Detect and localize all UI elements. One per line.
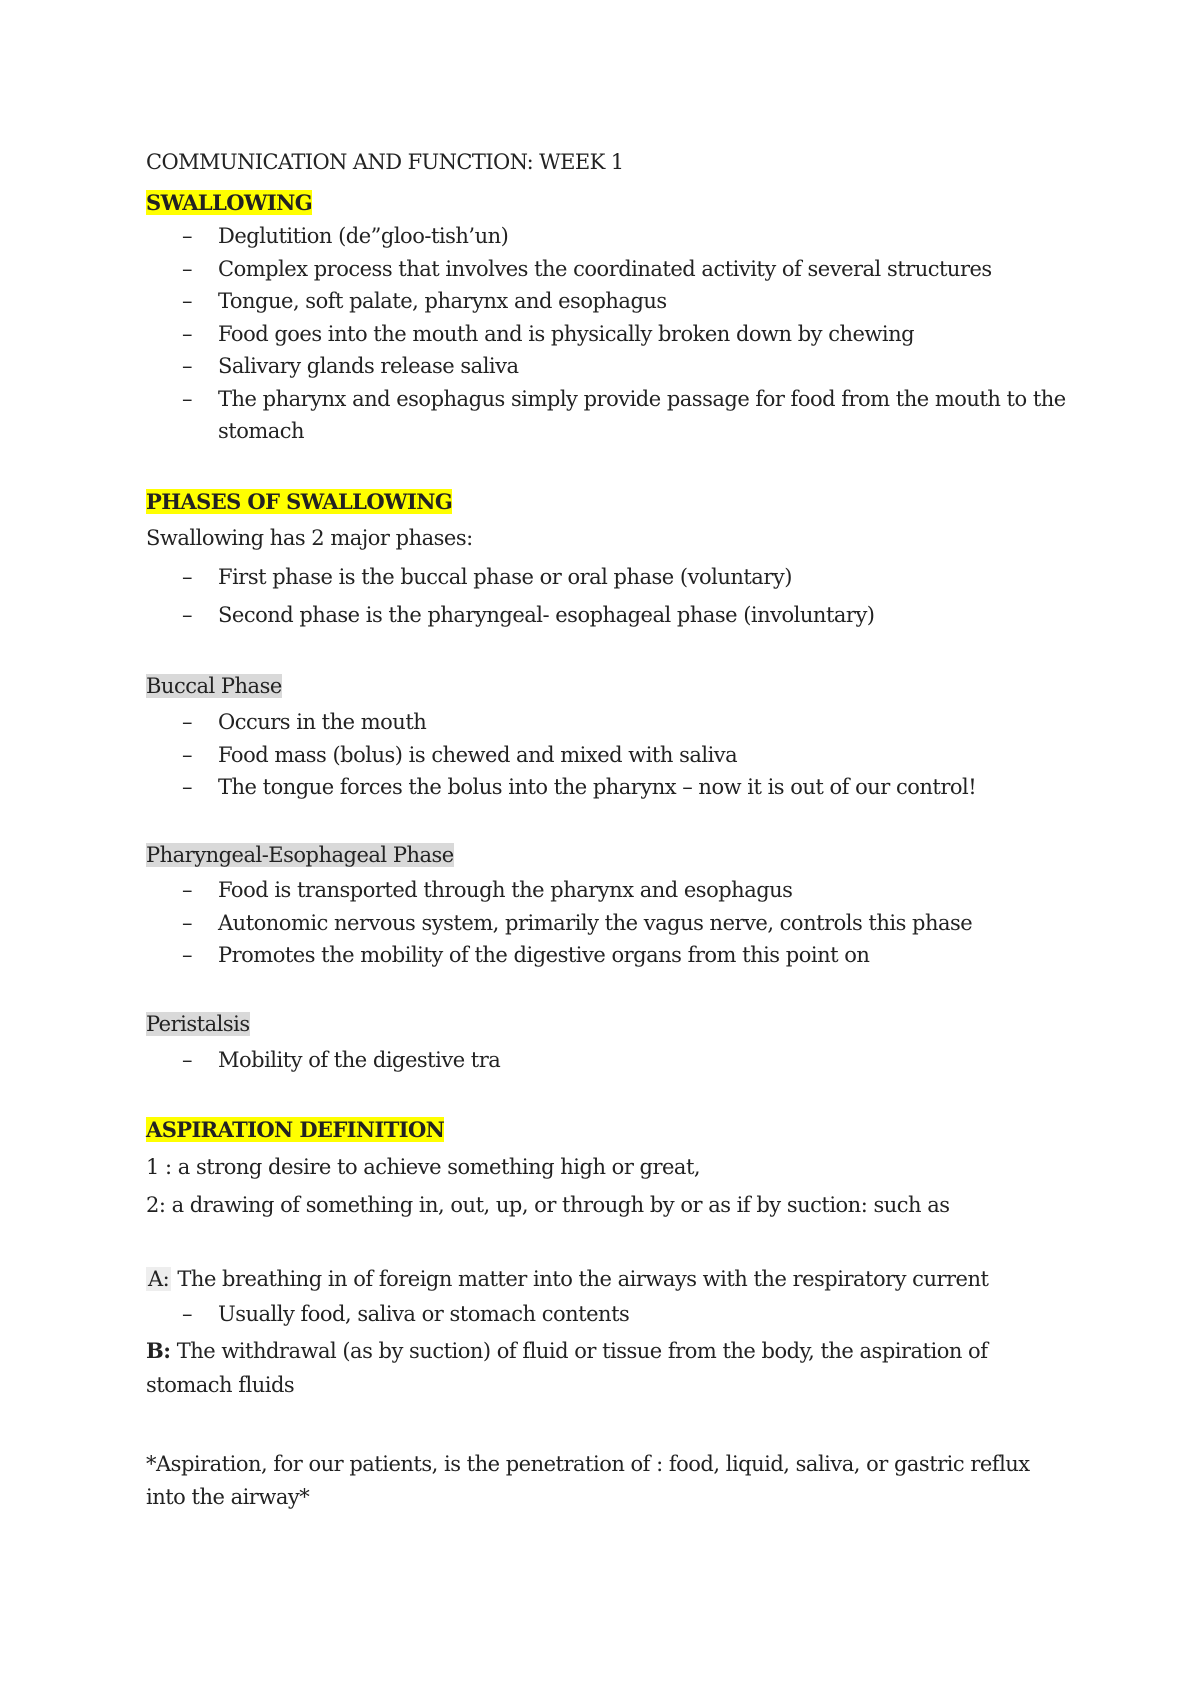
list-item: – Autonomic nervous system, primarily the vagus nerve, controls this phase	[182, 907, 972, 940]
phases-heading	[146, 489, 452, 515]
aspiration-definition-2: 2: a drawing of something in, out, up, or through by or as if by suction: such as	[146, 1193, 950, 1217]
sense-b-text: The withdrawal (as by suction) of fluid or tissue from the body, the aspiration of stomach fluids	[146, 1339, 988, 1397]
aspiration-sense-b	[146, 1334, 1046, 1402]
list-item: – Usually food, saliva or stomach contents	[182, 1298, 629, 1331]
aspiration-note: *Aspiration, for our patients, is the penetration of : food, liquid, saliva, or gastric reflux into the airway*	[146, 1452, 1030, 1509]
swallowing-heading	[146, 190, 312, 216]
list-item: – Tongue, soft palate, pharynx and esophagus	[182, 285, 1078, 318]
aspiration-definition-1: 1 : a strong desire to achieve something high or great,	[146, 1155, 701, 1179]
sense-a-text: The breathing in of foreign matter into the airways with the respiratory current	[171, 1267, 989, 1291]
buccal-heading-text: Buccal Phase	[146, 674, 282, 698]
swallowing-heading-text: SWALLOWING	[146, 190, 313, 215]
buccal-heading	[146, 674, 282, 698]
list-item: – Promotes the mobility of the digestive organs from this point on	[182, 939, 972, 972]
list-item: – Food mass (bolus) is chewed and mixed with saliva	[182, 739, 976, 772]
list-item: – First phase is the buccal phase or oral phase (voluntary)	[182, 558, 875, 596]
peristalsis-heading-text: Peristalsis	[146, 1012, 250, 1036]
list-item: – Food is transported through the pharynx and esophagus	[182, 874, 972, 907]
list-item: – Mobility of the digestive tra	[182, 1044, 500, 1077]
pharyngeal-heading-text: Pharyngeal-Esophageal Phase	[146, 843, 454, 867]
swallowing-list	[182, 220, 1078, 448]
list-item: – Food goes into the mouth and is physically broken down by chewing	[182, 318, 1078, 351]
sense-a-label: A:	[148, 1267, 170, 1291]
page-title: COMMUNICATION AND FUNCTION: WEEK 1	[146, 150, 624, 174]
buccal-list	[182, 706, 976, 804]
list-item: – The tongue forces the bolus into the pharynx – now it is out of our control!	[182, 771, 976, 804]
list-item: – The pharynx and esophagus simply provide passage for food from the mouth to the stomach	[182, 383, 1078, 448]
aspiration-heading	[146, 1117, 444, 1143]
phases-list	[182, 558, 875, 634]
aspiration-heading-text: ASPIRATION DEFINITION	[146, 1117, 445, 1142]
list-item: – Occurs in the mouth	[182, 706, 976, 739]
aspiration-sense-a	[146, 1262, 988, 1296]
sense-b-label: B:	[146, 1338, 171, 1363]
peristalsis-heading	[146, 1012, 250, 1036]
sense-a-list	[182, 1298, 629, 1331]
phases-intro: Swallowing has 2 major phases:	[146, 526, 473, 550]
list-item: – Deglutition (de”gloo-tish’un)	[182, 220, 1078, 253]
list-item: – Second phase is the pharyngeal- esophageal phase (involuntary)	[182, 596, 875, 634]
pharyngeal-list	[182, 874, 972, 972]
peristalsis-list	[182, 1044, 500, 1077]
phases-heading-text: PHASES OF SWALLOWING	[146, 489, 453, 514]
pharyngeal-heading	[146, 843, 454, 867]
list-item: – Complex process that involves the coordinated activity of several structures	[182, 253, 1078, 286]
list-item: – Salivary glands release saliva	[182, 350, 1078, 383]
